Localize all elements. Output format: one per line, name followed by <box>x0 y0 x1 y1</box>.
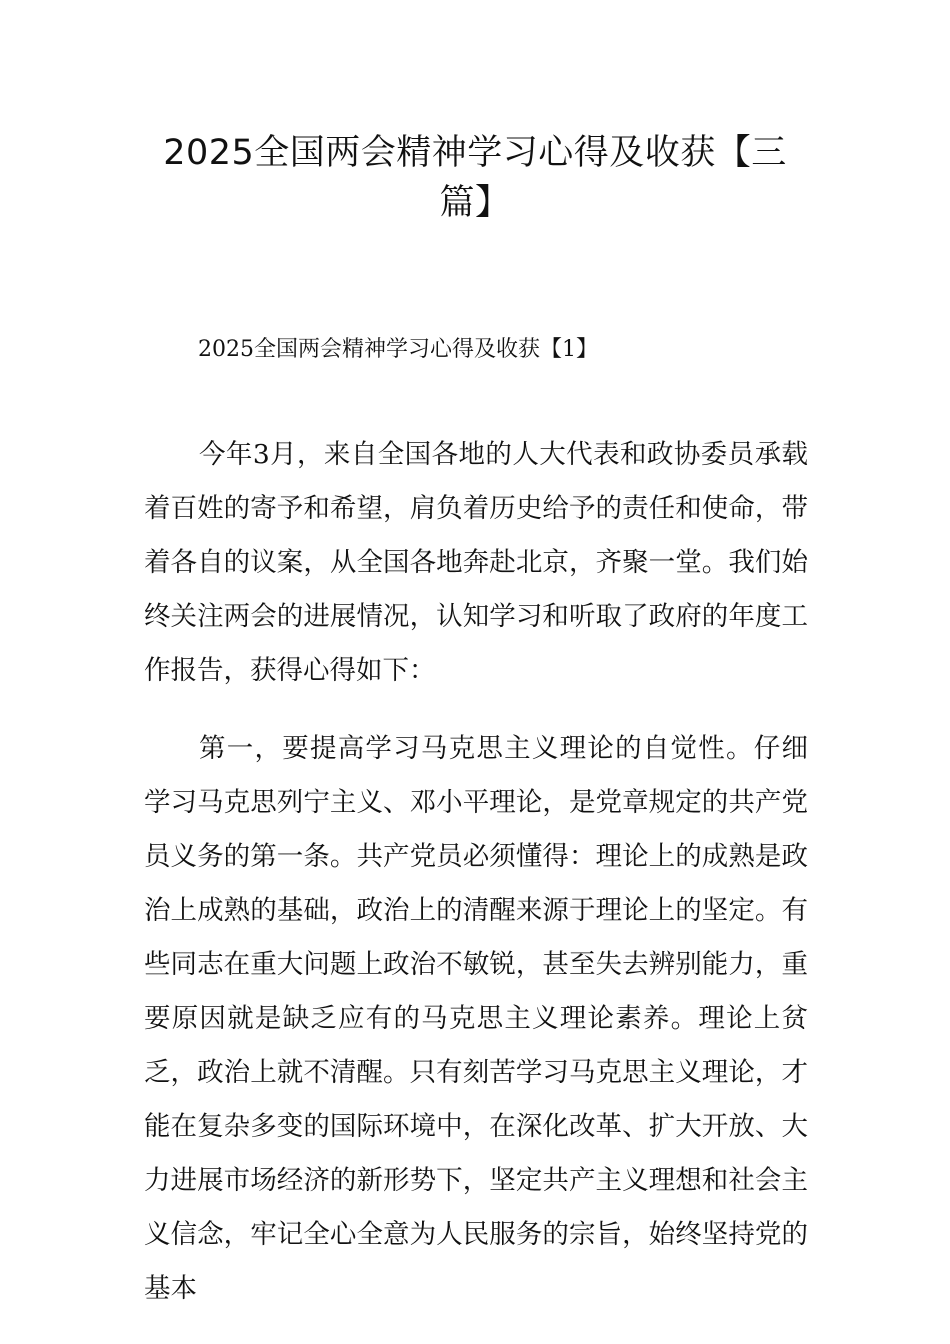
section-heading: 2025全国两会精神学习心得及收获【1】 <box>198 337 598 362</box>
document-title: 2025全国两会精神学习心得及收获【三篇】 <box>163 133 787 223</box>
paragraph-intro: 今年3月，来自全国各地的人大代表和政协委员承载着百姓的寄予和希望，肩负着历史给予的责任和使命，带着各自的议案，从全国各地奔赴北京，齐聚一堂。我们始终关注两会的进展情况，认知学习和听取了政府的年度工作报告，获得心得如下： <box>144 439 808 686</box>
paragraph-first-point: 第一，要提高学习马克思主义理论的自觉性。仔细学习马克思列宁主义、邓小平理论，是党章规定的共产党员义务的第一条。共产党员必须懂得：理论上的成熟是政治上成熟的基础，政治上的清醒来源于理论上的坚定。有些同志在重大问题上政治不敏锐，甚至失去辨别能力，重要原因就是缺乏应有的马克思主义理论素养。理论上贫乏，政治上就不清醒。只有刻苦学习马克思主义理论，才能在复杂多变的国际环境中，在深化改革、扩大开放、大力进展市场经济的新形势下，坚定共产主义理想和社会主义信念，牢记全心全意为人民服务的宗旨，始终坚持党的基本 <box>144 733 808 1304</box>
